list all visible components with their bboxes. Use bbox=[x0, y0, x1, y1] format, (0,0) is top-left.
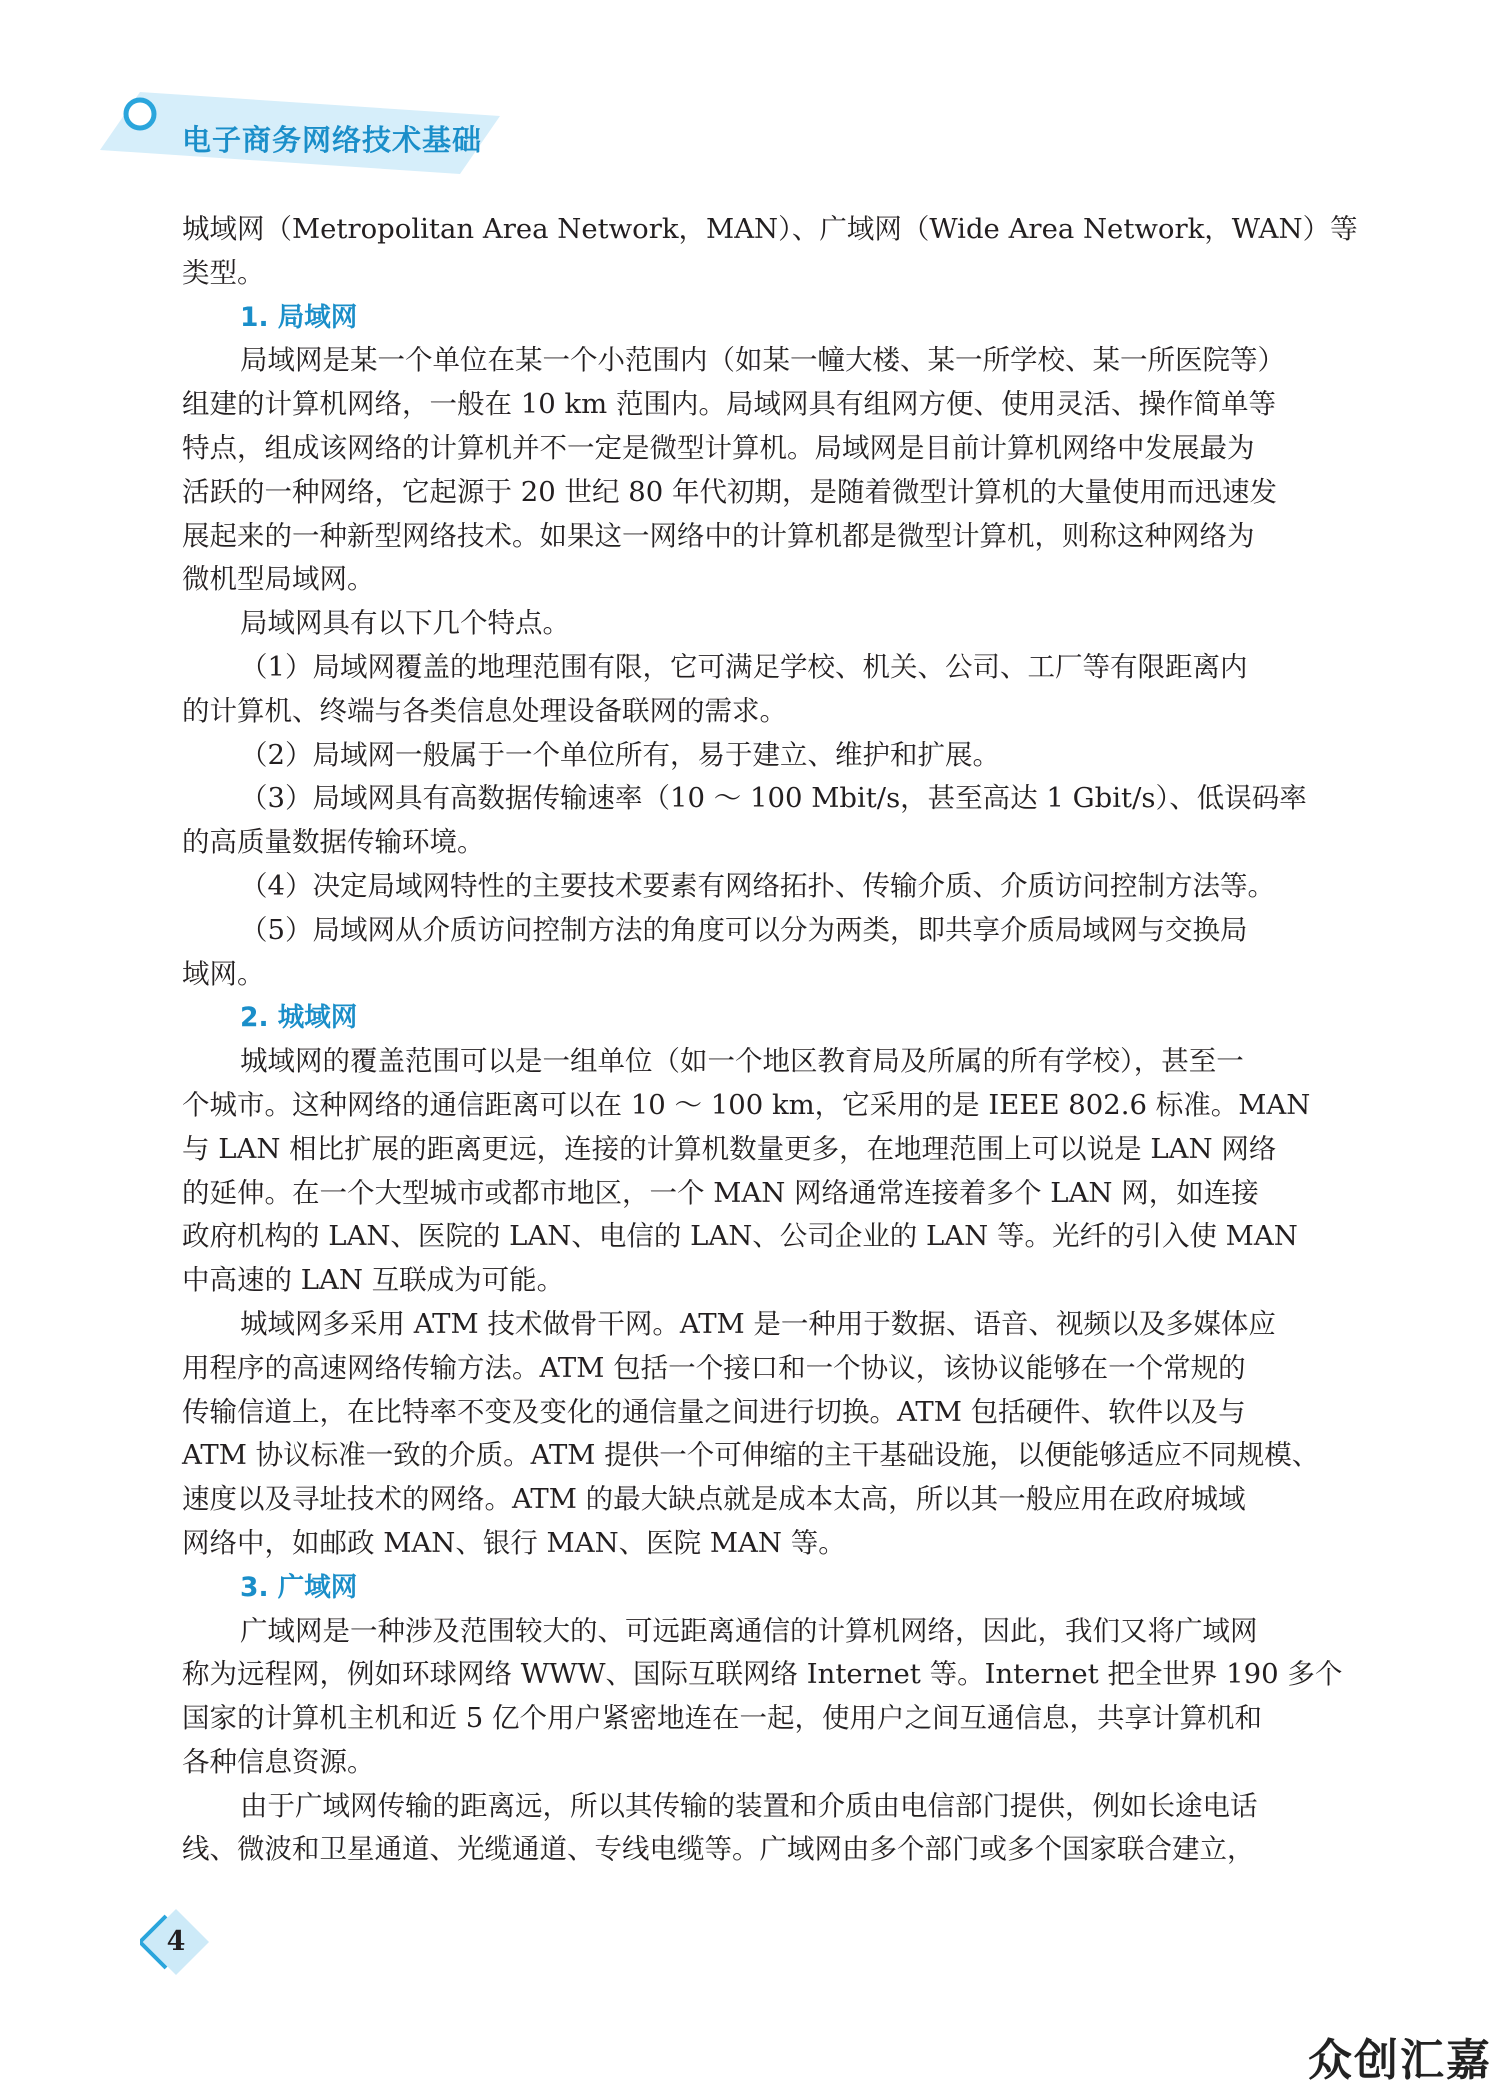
text-line: 的计算机、终端与各类信息处理设备联网的需求。 bbox=[182, 694, 787, 727]
text-line: 广域网是一种涉及范围较大的、可远距离通信的计算机网络，因此，我们又将广域网 bbox=[240, 1614, 1258, 1647]
header-title: 电子商务网络技术基础 bbox=[182, 123, 483, 157]
text-line: ATM 协议标准一致的介质。ATM 提供一个可伸缩的主干基础设施，以便能够适应不同规模、 bbox=[182, 1439, 1320, 1472]
text-line: 各种信息资源。 bbox=[182, 1745, 375, 1778]
text-line: （4）决定局域网特性的主要技术要素有网络拓扑、传输介质、介质访问控制方法等。 bbox=[240, 869, 1275, 902]
text-line: （2）局域网一般属于一个单位所有，易于建立、维护和扩展。 bbox=[240, 738, 1000, 771]
watermark: 众创汇嘉 bbox=[1308, 2035, 1492, 2086]
text-line: 城域网多采用 ATM 技术做骨干网。ATM 是一种用于数据、语音、视频以及多媒体应 bbox=[240, 1307, 1276, 1340]
text-line: 与 LAN 相比扩展的距离更远，连接的计算机数量更多，在地理范围上可以说是 LAN 网络 bbox=[182, 1132, 1277, 1165]
page-number: 4 bbox=[166, 1926, 186, 1957]
text-line: 城域网（Metropolitan Area Network，MAN）、广域网（Wide Area Network，WAN）等 bbox=[182, 213, 1358, 245]
text-line: 网络中，如邮政 MAN、银行 MAN、医院 MAN 等。 bbox=[182, 1526, 846, 1559]
text-line: 速度以及寻址技术的网络。ATM 的最大缺点就是成本太高，所以其一般应用在政府城域 bbox=[182, 1483, 1246, 1516]
body-text bbox=[182, 208, 1358, 1872]
text-line: 特点，组成该网络的计算机并不一定是微型计算机。局域网是目前计算机网络中发展最为 bbox=[182, 431, 1255, 464]
text-line: 局域网具有以下几个特点。 bbox=[240, 607, 570, 640]
text-line: （1）局域网覆盖的地理范围有限，它可满足学校、机关、公司、工厂等有限距离内 bbox=[240, 650, 1248, 683]
text-line: 用程序的高速网络传输方法。ATM 包括一个接口和一个协议，该协议能够在一个常规的 bbox=[182, 1351, 1246, 1384]
text-line: 组建的计算机网络，一般在 10 km 范围内。局域网具有组网方便、使用灵活、操作简单等 bbox=[182, 388, 1276, 421]
text-line: 传输信道上，在比特率不变及变化的通信量之间进行切换。ATM 包括硬件、软件以及与 bbox=[182, 1395, 1246, 1428]
text-line: 活跃的一种网络，它起源于 20 世纪 80 年代初期，是随着微型计算机的大量使用而迅速发 bbox=[182, 475, 1277, 508]
text-line: 类型。 bbox=[182, 256, 265, 289]
text-line: 展起来的一种新型网络技术。如果这一网络中的计算机都是微型计算机，则称这种网络为 bbox=[182, 519, 1255, 552]
text-line: 域网。 bbox=[182, 957, 265, 990]
text-line: 国家的计算机主机和近 5 亿个用户紧密地连在一起，使用户之间互通信息，共享计算机和 bbox=[182, 1702, 1262, 1735]
text-line: 的延伸。在一个大型城市或都市地区，一个 MAN 网络通常连接着多个 LAN 网，如连接 bbox=[182, 1176, 1259, 1209]
text-line: 由于广域网传输的距离远，所以其传输的装置和介质由电信部门提供，例如长途电话 bbox=[240, 1789, 1258, 1822]
section-heading: 2. 城域网 bbox=[240, 1002, 358, 1034]
text-line: 政府机构的 LAN、医院的 LAN、电信的 LAN、公司企业的 LAN 等。光纤的引入使 MAN bbox=[182, 1220, 1298, 1253]
text-line: （3）局域网具有高数据传输速率（10 ～ 100 Mbit/s，甚至高达 1 Gbit/s）、低误码率 bbox=[240, 782, 1307, 815]
text-line: 个城市。这种网络的通信距离可以在 10 ～ 100 km，它采用的是 IEEE 802.6 标准。MAN bbox=[182, 1088, 1311, 1121]
text-line: 中高速的 LAN 互联成为可能。 bbox=[182, 1264, 565, 1297]
text-line: （5）局域网从介质访问控制方法的角度可以分为两类，即共享介质局域网与交换局 bbox=[240, 913, 1248, 946]
text-line: 城域网的覆盖范围可以是一组单位（如一个地区教育局及所属的所有学校），甚至一 bbox=[240, 1045, 1244, 1078]
section-heading: 1. 局域网 bbox=[240, 301, 358, 333]
page-number-badge bbox=[140, 1906, 212, 1978]
text-line: 称为远程网，例如环球网络 WWW、国际互联网络 Internet 等。Internet 把全世界 190 多个 bbox=[182, 1658, 1343, 1691]
section-heading: 3. 广域网 bbox=[240, 1571, 358, 1603]
text-line: 局域网是某一个单位在某一个小范围内（如某一幢大楼、某一所学校、某一所医院等） bbox=[240, 344, 1285, 377]
text-line: 的高质量数据传输环境。 bbox=[182, 826, 485, 859]
running-header bbox=[100, 88, 520, 178]
text-line: 微机型局域网。 bbox=[182, 563, 375, 596]
text-line: 线、微波和卫星通道、光缆通道、专线电缆等。广域网由多个部门或多个国家联合建立， bbox=[182, 1833, 1255, 1866]
